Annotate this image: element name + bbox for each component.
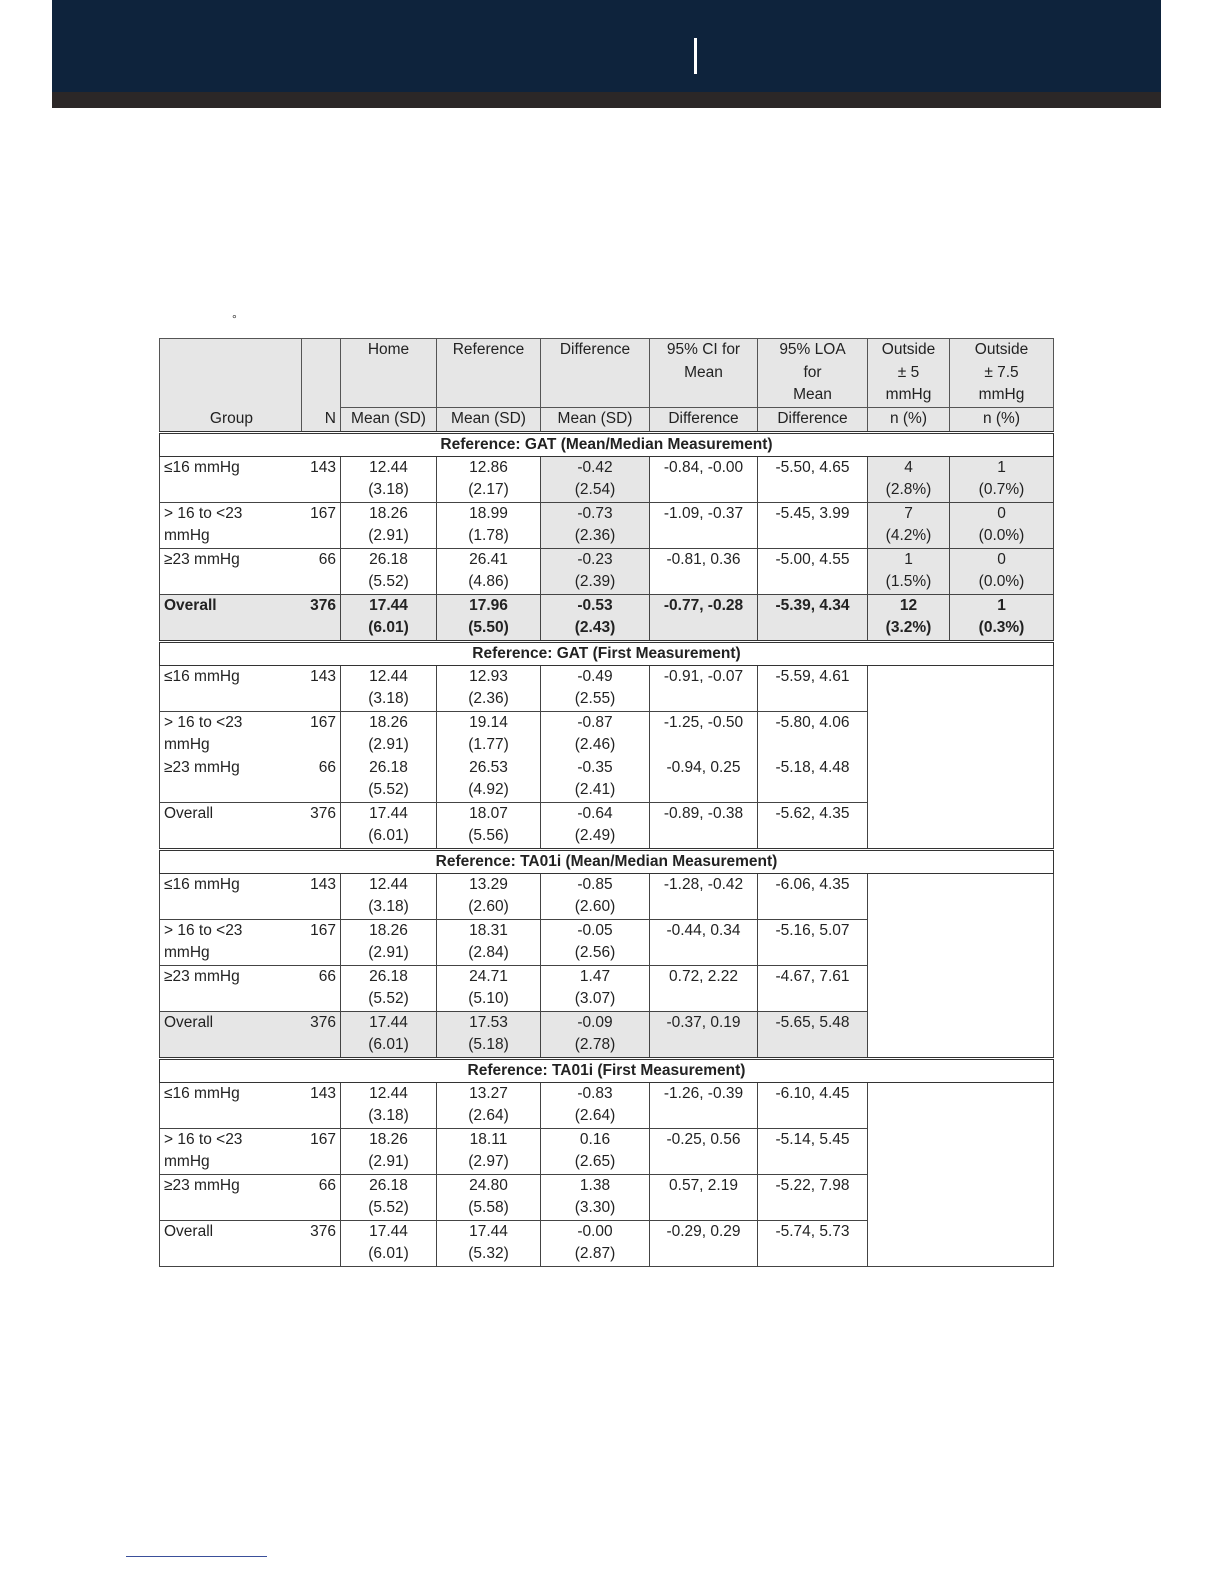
loa-cell: -5.16, 5.07: [758, 919, 868, 965]
diff-cell: -0.35 (2.41): [541, 757, 650, 803]
ref-cell: 18.07 (5.56): [437, 802, 541, 849]
ci-cell: -0.81, 0.36: [650, 548, 758, 594]
ci-cell: -1.25, -0.50: [650, 711, 758, 757]
group-cell: ≤16 mmHg: [160, 1082, 302, 1128]
section-title: Reference: GAT (Mean/Median Measurement): [160, 432, 1054, 456]
diff-cell: -0.49 (2.55): [541, 665, 650, 711]
n-cell: 143: [302, 1082, 341, 1128]
n-cell: 376: [302, 594, 341, 641]
home-cell: 18.26 (2.91): [341, 502, 437, 548]
group-cell: ≤16 mmHg: [160, 456, 302, 502]
group-cell: ≥23 mmHg: [160, 965, 302, 1011]
group-cell: ≤16 mmHg: [160, 873, 302, 919]
ref-cell: 18.11 (2.97): [437, 1128, 541, 1174]
loa-cell: -5.00, 4.55: [758, 548, 868, 594]
footnote-rule: [126, 1556, 267, 1557]
n-cell: 66: [302, 965, 341, 1011]
group-cell: Overall: [160, 1011, 302, 1058]
diff-cell: 0.16 (2.65): [541, 1128, 650, 1174]
table-row: [160, 665, 1054, 711]
home-cell: 17.44 (6.01): [341, 1011, 437, 1058]
loa-cell: -6.06, 4.35: [758, 873, 868, 919]
diff-cell: -0.09 (2.78): [541, 1011, 650, 1058]
n-cell: 66: [302, 757, 341, 803]
loa-cell: -5.62, 4.35: [758, 802, 868, 849]
n-cell: 167: [302, 502, 341, 548]
ci-cell: -0.89, -0.38: [650, 802, 758, 849]
outside5-cell: 7 (4.2%): [868, 502, 950, 548]
diff-cell: -0.05 (2.56): [541, 919, 650, 965]
ref-cell: 26.41 (4.86): [437, 548, 541, 594]
table-row: [160, 1082, 1054, 1128]
n-cell: 376: [302, 1011, 341, 1058]
header-reference-sub: Mean (SD): [437, 408, 541, 433]
ref-cell: 17.44 (5.32): [437, 1220, 541, 1266]
header-ci: 95% CI for Mean: [650, 339, 758, 408]
ref-cell: 13.27 (2.64): [437, 1082, 541, 1128]
home-cell: 12.44 (3.18): [341, 1082, 437, 1128]
group-cell: ≥23 mmHg: [160, 1174, 302, 1220]
ref-cell: 24.71 (5.10): [437, 965, 541, 1011]
header-divider: [694, 38, 697, 74]
home-cell: 12.44 (3.18): [341, 456, 437, 502]
home-cell: 18.26 (2.91): [341, 919, 437, 965]
n-cell: 66: [302, 1174, 341, 1220]
table-row: [160, 502, 1054, 548]
ref-cell: 17.96 (5.50): [437, 594, 541, 641]
n-cell: 143: [302, 665, 341, 711]
outside5-cell: 4 (2.8%): [868, 456, 950, 502]
ref-cell: 18.31 (2.84): [437, 919, 541, 965]
ci-cell: -0.25, 0.56: [650, 1128, 758, 1174]
group-cell: Overall: [160, 594, 302, 641]
section-title: Reference: TA01i (First Measurement): [160, 1058, 1054, 1082]
header-group-top: [160, 339, 302, 408]
diff-cell: -0.87 (2.46): [541, 711, 650, 757]
header-home-sub: Mean (SD): [341, 408, 437, 433]
ci-cell: -0.37, 0.19: [650, 1011, 758, 1058]
header-banner: [52, 0, 1161, 92]
ref-cell: 13.29 (2.60): [437, 873, 541, 919]
outside75-cell: 1 (0.3%): [950, 594, 1054, 641]
diff-cell: 1.47 (3.07): [541, 965, 650, 1011]
group-cell: > 16 to <23 mmHg: [160, 711, 302, 757]
n-cell: 143: [302, 873, 341, 919]
group-cell: > 16 to <23 mmHg: [160, 919, 302, 965]
diff-cell: -0.64 (2.49): [541, 802, 650, 849]
ref-cell: 24.80 (5.58): [437, 1174, 541, 1220]
ref-cell: 17.53 (5.18): [437, 1011, 541, 1058]
ci-cell: 0.57, 2.19: [650, 1174, 758, 1220]
empty-outside-area: [868, 1082, 1054, 1266]
loa-cell: -5.18, 4.48: [758, 757, 868, 803]
loa-cell: -5.50, 4.65: [758, 456, 868, 502]
ref-cell: 19.14 (1.77): [437, 711, 541, 757]
ref-cell: 12.93 (2.36): [437, 665, 541, 711]
home-cell: 26.18 (5.52): [341, 965, 437, 1011]
ci-cell: 0.72, 2.22: [650, 965, 758, 1011]
diff-cell: -0.53 (2.43): [541, 594, 650, 641]
loa-cell: -5.39, 4.34: [758, 594, 868, 641]
empty-outside-area: [868, 873, 1054, 1058]
table-row: [160, 548, 1054, 594]
diff-cell: -0.83 (2.64): [541, 1082, 650, 1128]
home-cell: 17.44 (6.01): [341, 802, 437, 849]
group-cell: > 16 to <23 mmHg: [160, 1128, 302, 1174]
diff-cell: -0.23 (2.39): [541, 548, 650, 594]
outside75-cell: 1 (0.7%): [950, 456, 1054, 502]
ci-cell: -0.44, 0.34: [650, 919, 758, 965]
home-cell: 26.18 (5.52): [341, 757, 437, 803]
loa-cell: -5.59, 4.61: [758, 665, 868, 711]
header-outside-5: Outside ± 5 mmHg: [868, 339, 950, 408]
header-loa-sub: Difference: [758, 408, 868, 433]
diff-cell: 1.38 (3.30): [541, 1174, 650, 1220]
header-n-top: [302, 339, 341, 408]
n-cell: 66: [302, 548, 341, 594]
ci-cell: -0.91, -0.07: [650, 665, 758, 711]
n-cell: 143: [302, 456, 341, 502]
home-cell: 17.44 (6.01): [341, 1220, 437, 1266]
group-cell: ≥23 mmHg: [160, 757, 302, 803]
table-row: [160, 873, 1054, 919]
diff-cell: -0.00 (2.87): [541, 1220, 650, 1266]
home-cell: 26.18 (5.52): [341, 1174, 437, 1220]
header-reference: Reference: [437, 339, 541, 408]
n-cell: 167: [302, 1128, 341, 1174]
home-cell: 12.44 (3.18): [341, 873, 437, 919]
header-difference-sub: Mean (SD): [541, 408, 650, 433]
group-cell: Overall: [160, 1220, 302, 1266]
header-home: Home: [341, 339, 437, 408]
header-n: N: [302, 408, 341, 433]
group-cell: Overall: [160, 802, 302, 849]
group-cell: ≥23 mmHg: [160, 548, 302, 594]
header-ci-sub: Difference: [650, 408, 758, 433]
table-row-overall: [160, 594, 1054, 641]
loa-cell: -5.80, 4.06: [758, 711, 868, 757]
ci-cell: -1.28, -0.42: [650, 873, 758, 919]
table-row: [160, 456, 1054, 502]
group-cell: ≤16 mmHg: [160, 665, 302, 711]
section-ta01i-first: [160, 1058, 1054, 1266]
home-cell: 18.26 (2.91): [341, 711, 437, 757]
header-banner-bar: [52, 92, 1161, 108]
loa-cell: -5.65, 5.48: [758, 1011, 868, 1058]
loa-cell: -5.22, 7.98: [758, 1174, 868, 1220]
home-cell: 26.18 (5.52): [341, 548, 437, 594]
header-outside-7-5: Outside ± 7.5 mmHg: [950, 339, 1054, 408]
loa-cell: -5.74, 5.73: [758, 1220, 868, 1266]
outside75-cell: 0 (0.0%): [950, 548, 1054, 594]
ref-cell: 12.86 (2.17): [437, 456, 541, 502]
ci-cell: -0.94, 0.25: [650, 757, 758, 803]
n-cell: 167: [302, 919, 341, 965]
ref-cell: 18.99 (1.78): [437, 502, 541, 548]
degree-mark: °: [232, 312, 237, 326]
home-cell: 17.44 (6.01): [341, 594, 437, 641]
ci-cell: -1.26, -0.39: [650, 1082, 758, 1128]
outside5-cell: 12 (3.2%): [868, 594, 950, 641]
results-table: [159, 338, 1054, 1267]
header-outside-7-5-sub: n (%): [950, 408, 1054, 433]
diff-cell: -0.85 (2.60): [541, 873, 650, 919]
section-title: Reference: GAT (First Measurement): [160, 641, 1054, 665]
n-cell: 376: [302, 1220, 341, 1266]
header-loa: 95% LOA for Mean: [758, 339, 868, 408]
ci-cell: -1.09, -0.37: [650, 502, 758, 548]
header-group: Group: [160, 408, 302, 433]
ci-cell: -0.29, 0.29: [650, 1220, 758, 1266]
home-cell: 18.26 (2.91): [341, 1128, 437, 1174]
ci-cell: -0.77, -0.28: [650, 594, 758, 641]
home-cell: 12.44 (3.18): [341, 665, 437, 711]
outside5-cell: 1 (1.5%): [868, 548, 950, 594]
ci-cell: -0.84, -0.00: [650, 456, 758, 502]
section-gat-mean: [160, 432, 1054, 641]
loa-cell: -4.67, 7.61: [758, 965, 868, 1011]
header-outside-5-sub: n (%): [868, 408, 950, 433]
n-cell: 376: [302, 802, 341, 849]
outside75-cell: 0 (0.0%): [950, 502, 1054, 548]
group-cell: > 16 to <23 mmHg: [160, 502, 302, 548]
diff-cell: -0.73 (2.36): [541, 502, 650, 548]
loa-cell: -5.45, 3.99: [758, 502, 868, 548]
empty-outside-area: [868, 665, 1054, 849]
section-title: Reference: TA01i (Mean/Median Measurement): [160, 849, 1054, 873]
header-difference: Difference: [541, 339, 650, 408]
section-ta01i-mean: [160, 849, 1054, 1058]
section-gat-first: [160, 641, 1054, 849]
ref-cell: 26.53 (4.92): [437, 757, 541, 803]
diff-cell: -0.42 (2.54): [541, 456, 650, 502]
n-cell: 167: [302, 711, 341, 757]
loa-cell: -6.10, 4.45: [758, 1082, 868, 1128]
loa-cell: -5.14, 5.45: [758, 1128, 868, 1174]
